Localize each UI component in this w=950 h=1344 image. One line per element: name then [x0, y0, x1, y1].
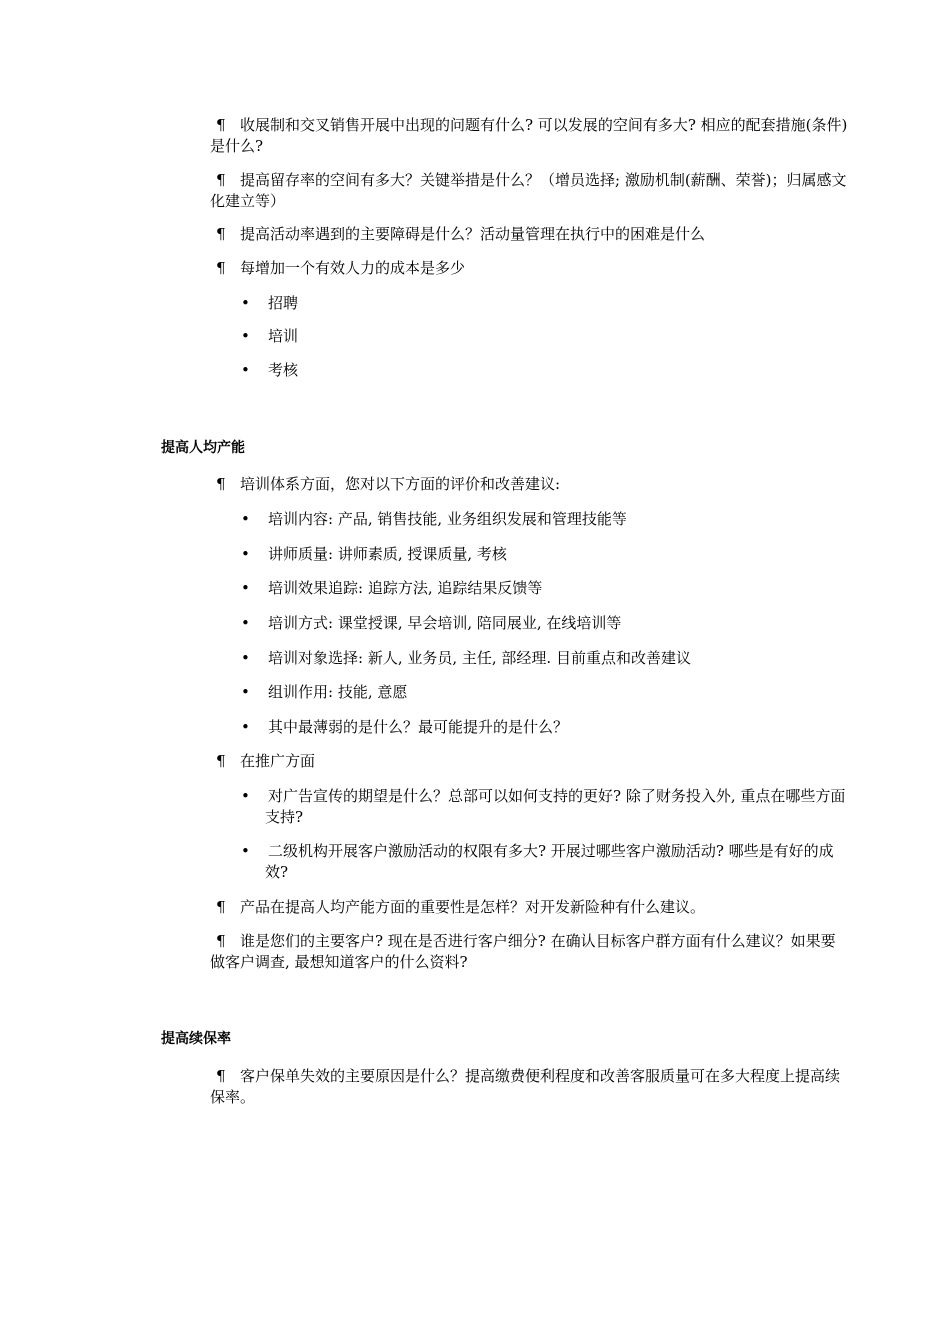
question-item: [210, 1066, 848, 1108]
bullet-item: [241, 360, 851, 381]
bullet-text: 组训作用: 技能, 意愿: [268, 683, 408, 701]
bullet-text: 讲师质量: 讲师素质, 授课质量, 考核: [268, 545, 507, 563]
bullet-icon: •: [241, 545, 250, 563]
bullet-item: [241, 613, 851, 634]
bullet-text: 招聘: [268, 294, 299, 312]
question-item: [216, 897, 848, 918]
bullet-item: [241, 786, 851, 828]
question-text: 培训体系方面，您对以下方面的评价和改善建议:: [240, 475, 561, 493]
pilcrow-icon: ¶: [216, 475, 226, 493]
question-text: 在推广方面: [240, 752, 316, 770]
pilcrow-icon: ¶: [216, 171, 226, 189]
bullet-text: 其中最薄弱的是什么？最可能提升的是什么？: [268, 718, 569, 736]
bullet-icon: •: [241, 510, 250, 528]
question-item: [216, 224, 848, 245]
question-text: 每增加一个有效人力的成本是多少: [240, 259, 466, 277]
question-text: 收展制和交叉销售开展中出现的问题有什么? 可以发展的空间有多大? 相应的配套措施(条件)是什么?: [210, 116, 848, 155]
question-text: 提高活动率遇到的主要障碍是什么？活动量管理在执行中的困难是什么: [240, 225, 706, 243]
bullet-text: 对广告宣传的期望是什么？总部可以如何支持的更好? 除了财务投入外, 重点在哪些方面支持?: [265, 787, 846, 826]
question-text: 客户保单失效的主要原因是什么？提高缴费便利程度和改善客服质量可在多大程度上提高续保率。: [210, 1067, 841, 1106]
bullet-item: [241, 682, 851, 703]
bullet-text: 培训: [268, 327, 299, 345]
pilcrow-icon: ¶: [216, 932, 226, 950]
bullet-item: [241, 841, 851, 883]
bullet-item: [241, 578, 851, 599]
section-heading: 提高续保率: [161, 1031, 231, 1047]
bullet-icon: •: [241, 683, 250, 701]
question-text: 产品在提高人均产能方面的重要性是怎样？对开发新险种有什么建议。: [240, 898, 706, 916]
pilcrow-icon: ¶: [216, 259, 226, 277]
bullet-icon: •: [241, 649, 250, 667]
question-item: [210, 115, 848, 157]
bullet-icon: •: [241, 294, 250, 312]
bullet-text: 培训内容: 产品, 销售技能, 业务组织发展和管理技能等: [268, 510, 627, 528]
pilcrow-icon: ¶: [216, 225, 226, 243]
bullet-item: [241, 544, 851, 565]
bullet-item: [241, 648, 851, 669]
pilcrow-icon: ¶: [216, 898, 226, 916]
bullet-icon: •: [241, 718, 250, 736]
bullet-item: [241, 717, 851, 738]
bullet-icon: •: [241, 361, 250, 379]
bullet-text: 二级机构开展客户激励活动的权限有多大? 开展过哪些客户激励活动? 哪些是有好的成效?: [265, 842, 834, 881]
bullet-text: 考核: [268, 361, 299, 379]
bullet-icon: •: [241, 327, 250, 345]
bullet-icon: •: [241, 579, 250, 597]
question-item: [210, 170, 848, 212]
bullet-item: [241, 293, 851, 314]
bullet-text: 培训对象选择: 新人, 业务员, 主任, 部经理. 目前重点和改善建议: [268, 649, 691, 667]
pilcrow-icon: ¶: [216, 1067, 226, 1085]
section-heading: 提高人均产能: [161, 440, 245, 456]
bullet-text: 培训效果追踪: 追踪方法, 追踪结果反馈等: [268, 579, 543, 597]
bullet-item: [241, 326, 851, 347]
bullet-text: 培训方式: 课堂授课, 早会培训, 陪同展业, 在线培训等: [268, 614, 622, 632]
question-text: 提高留存率的空间有多大？关键举措是什么？（增员选择; 激励机制(薪酬、荣誉)；归属感文化建立等）: [210, 171, 847, 210]
bullet-icon: •: [241, 842, 250, 860]
pilcrow-icon: ¶: [216, 116, 226, 134]
question-text: 谁是您们的主要客户? 现在是否进行客户细分? 在确认目标客户群方面有什么建议？如果要做客户调查, 最想知道客户的什么资料?: [210, 932, 836, 971]
question-item: [216, 474, 848, 495]
question-item: [210, 931, 848, 973]
pilcrow-icon: ¶: [216, 752, 226, 770]
question-item: [216, 258, 848, 279]
question-item: [216, 751, 848, 772]
bullet-item: [241, 509, 851, 530]
bullet-icon: •: [241, 614, 250, 632]
bullet-icon: •: [241, 787, 250, 805]
